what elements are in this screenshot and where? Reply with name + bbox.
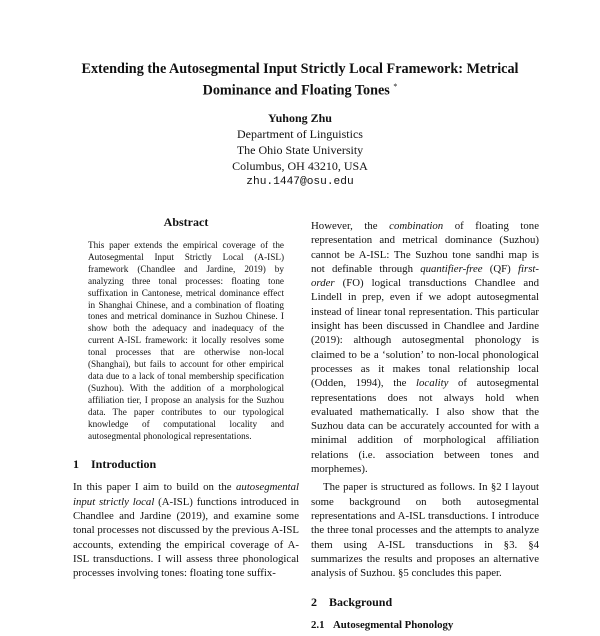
section-title: Introduction bbox=[91, 457, 157, 472]
subsection-number: 2.1 bbox=[311, 619, 325, 632]
section-number: 1 bbox=[73, 457, 79, 472]
text-run: In this paper I aim to build on the bbox=[73, 481, 237, 494]
author-block bbox=[150, 110, 450, 190]
italic-term: autosegmental input strictly local bbox=[73, 481, 299, 508]
text-run: However, the bbox=[311, 220, 390, 232]
italic-term: locality bbox=[416, 377, 449, 390]
text-run: of autosegmental representations does not always hold when evaluated mathematically. I also show that the Suzhou data can be accurately accounted for with a minimal addition of morphological affiliation relations (i.e. association between tones and morphemes). bbox=[311, 377, 539, 476]
subsection-title: Autosegmental Phonology bbox=[333, 619, 454, 632]
section-heading-background bbox=[311, 594, 539, 610]
author-university: The Ohio State University bbox=[236, 143, 364, 157]
right-column bbox=[311, 219, 539, 636]
text-run: of floating tone representation and metrical dominance (Suzhou) cannot be A-ISL: The Suzhou tone sandhi map is not definable through bbox=[311, 220, 539, 275]
right-paragraph-1 bbox=[311, 219, 539, 476]
author-location: Columbus, OH 43210, USA bbox=[232, 159, 368, 173]
italic-term: combination bbox=[389, 220, 444, 232]
paper-title bbox=[60, 60, 540, 100]
abstract-text: This paper extends the empirical coverage of the Autosegmental Input Strictly Local (A-ISL) framework (Chandlee and Jardine, 2019) by analyzing three tonal processes: floating tone suffixation in Cantonese, metrical dominance effect in Shanghai Chinese, and a combination of floating tones and metrical dominance in Suzhou Chinese. I show both the adequacy and inadequacy of the current A-ISL framework: it locally resolves some tonal processes that are otherwise non-local (Shanghai), but fails to account for other empirical data due to a lack of tonal membership specification (Suzhou). With the addition of a morphological affiliation tier, I propose an analysis for the Suzhou data. The paper contributes to our typological knowledge of computational locality and autosegmental phonological representations. bbox=[88, 240, 284, 441]
text-run: (A-ISL) functions introduced in Chandlee and Jardine (2019), and examine some tonal processes not discussed by the previous A-ISL accounts, extending the empirical coverage of A-ISL transductions. I will assess three phonological processes involving tones: floating tone suffix- bbox=[73, 495, 300, 580]
author-name: Yuhong Zhu bbox=[268, 111, 332, 125]
text-run: (QF) bbox=[482, 262, 518, 275]
right-paragraph-2: The paper is structured as follows. In §2 I layout some background on both autosegmental representations and A-ISL transductions. I introduce the three tonal processes and the attempts to analyze them using A-ISL transductions in §3. §4 summarizes the results and proposes an alternative analysis of Suzhou. §5 concludes this paper. bbox=[311, 481, 539, 580]
title-line-2: Dominance and Floating Tones bbox=[202, 82, 390, 99]
section-number: 2 bbox=[311, 595, 317, 610]
italic-term: quantifier-free bbox=[420, 262, 483, 275]
text-run: (FO) logical transductions Chandlee and Lindell in prep, even if we adopt autosegmental instead of linear tonal representation. This particular insight has been discussed in Chandlee and Jardine (2019): although autosegmental phonology is claimed to be a ‘solution’ to non-local phonological processes as it makes tonal relationship local (Odden, 1994), the bbox=[311, 277, 539, 390]
introduction-paragraph bbox=[73, 480, 299, 580]
section-title: Background bbox=[329, 595, 393, 610]
section-heading-introduction bbox=[73, 456, 299, 472]
left-column bbox=[73, 214, 299, 580]
italic-term: first-order bbox=[311, 262, 539, 290]
title-line-1: Extending the Autosegmental Input Strictly Local Framework: Metrical bbox=[81, 61, 519, 77]
author-email: zhu.1447@osu.edu bbox=[246, 176, 354, 188]
author-department: Department of Linguistics bbox=[237, 127, 363, 141]
abstract-heading: Abstract bbox=[163, 215, 209, 229]
subsection-heading-autosegmental bbox=[311, 618, 539, 632]
title-footnote-mark: * bbox=[393, 82, 398, 91]
